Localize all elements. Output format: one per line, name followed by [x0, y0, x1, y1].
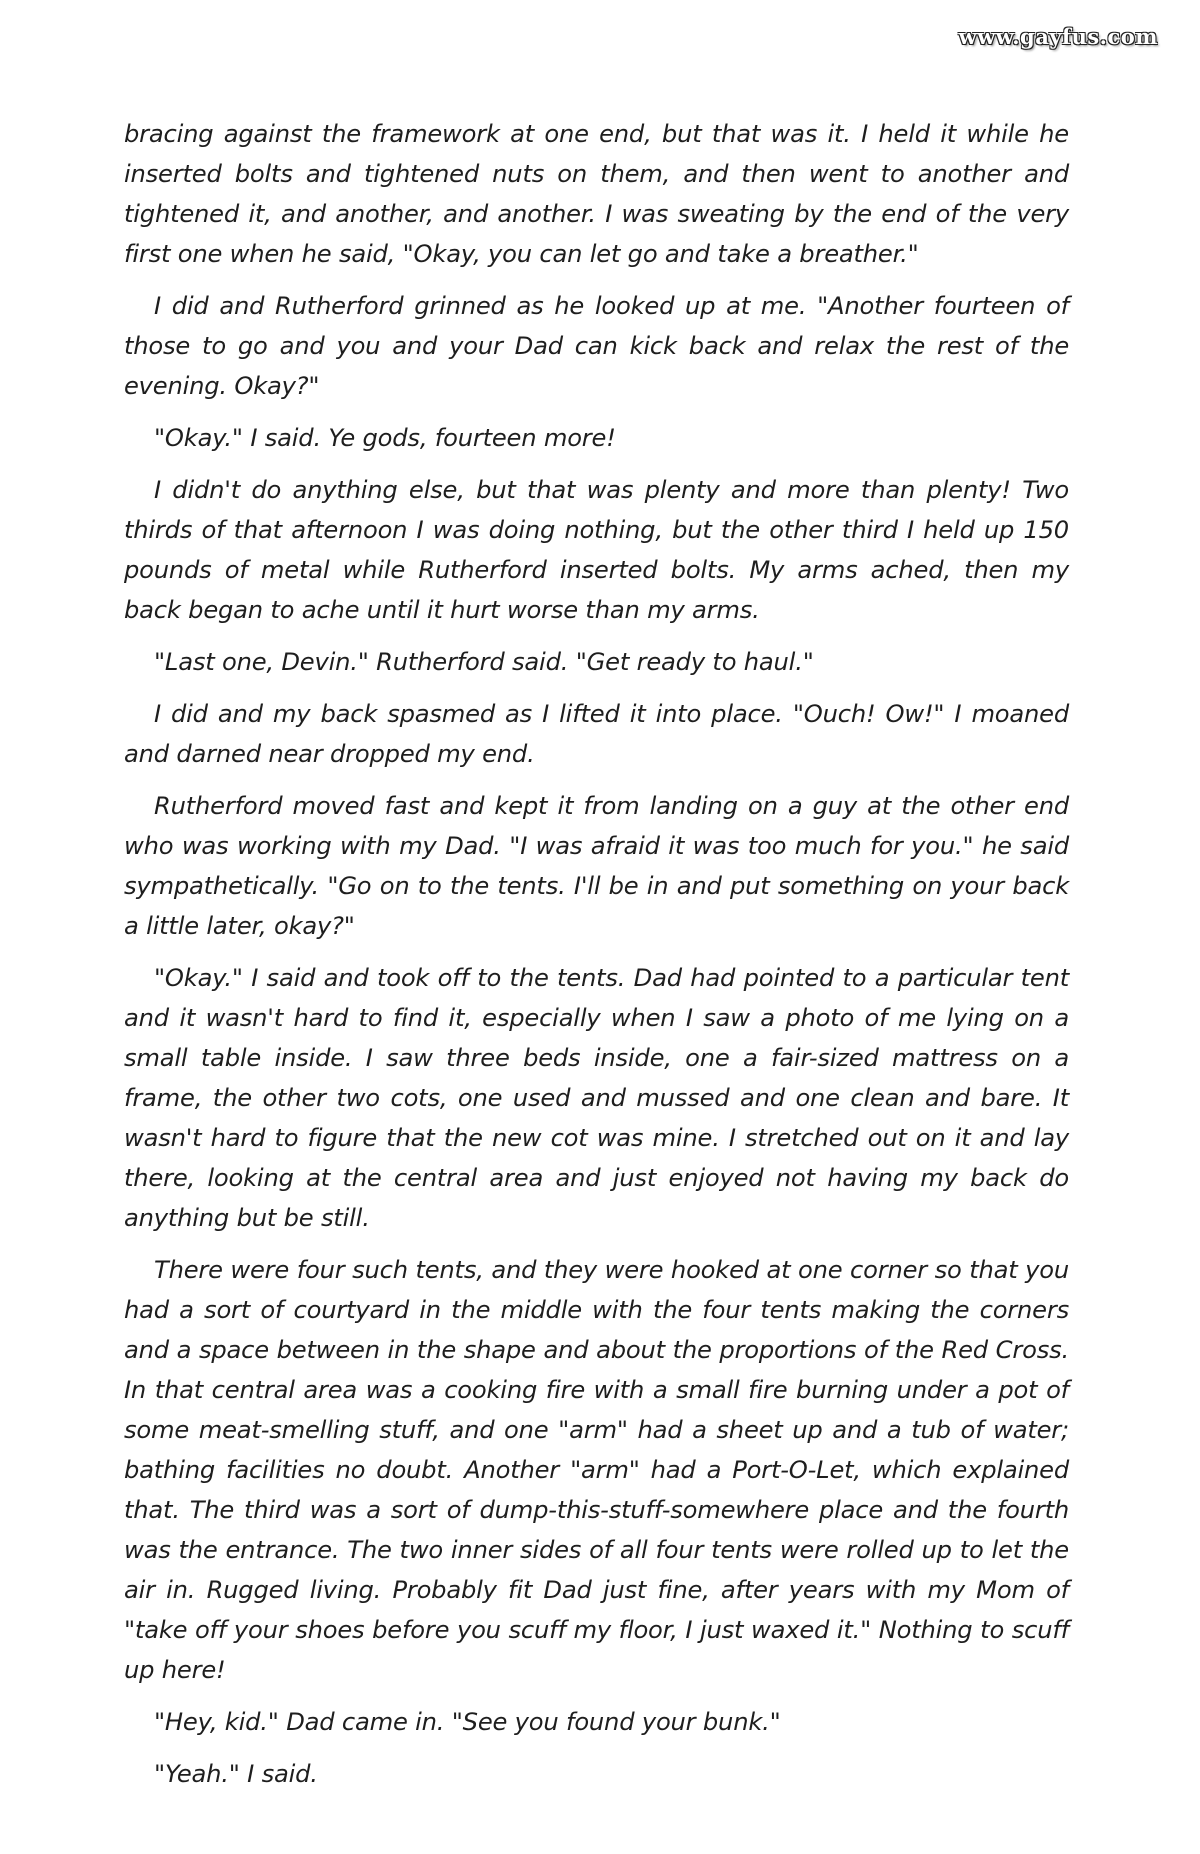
paragraph-10: "Hey, kid." Dad came in. "See you found your bunk." [154, 1708, 781, 1736]
paragraph-8: "Okay." I said and took off to the tents. Dad had pointed to a particular tent and it wasn't hard to find it, especially when I saw a photo of me lying on a small table inside. I saw three beds inside, one a fair-sized mattress on a frame, the other two cots, one used and mussed and one clean and bare. It wasn't hard to figure that the new cot was mine. I stretched out on it and lay there, looking at the central area and just enjoyed not having my back do anything but be still. [124, 964, 1069, 1232]
site-watermark: www.gayfus.com [958, 24, 1158, 49]
paragraph-11: "Yeah." I said. [154, 1760, 318, 1788]
paragraph-1: bracing against the framework at one end, but that was it. I held it while he inserted bolts and tightened nuts on them, and then went to another and tightened it, and another, and another. I was sweating by the end of the very first one when he said, "Okay, you can let go and take a breather." [124, 120, 1069, 268]
paragraph-2: I did and Rutherford grinned as he looked up at me. "Another fourteen of those to go and you and your Dad can kick back and relax the rest of the evening. Okay?" [124, 292, 1069, 400]
paragraph-4: I didn't do anything else, but that was plenty and more than plenty! Two thirds of that afternoon I was doing nothing, but the other third I held up 150 pounds of metal while Rutherford inserted bolts. My arms ached, then my back began to ache until it hurt worse than my arms. [124, 476, 1069, 624]
paragraph-9: There were four such tents, and they were hooked at one corner so that you had a sort of courtyard in the middle with the four tents making the corners and a space between in the shape and about the proportions of the Red Cross. In that central area was a cooking fire with a small fire burning under a pot of some meat-smelling stuff, and one "arm" had a sheet up and a tub of water; bathing facilities no doubt. Another "arm" had a Port-O-Let, which explained that. The third was a sort of dump-this-stuff-somewhere place and the fourth was the entrance. The two inner sides of all four tents were rolled up to let the air in. Rugged living. Probably fit Dad just fine, after years with my Mom of "take off your shoes before you scuff my floor, I just waxed it." Nothing to scuff up here! [124, 1256, 1069, 1684]
paragraph-3: "Okay." I said. Ye gods, fourteen more! [154, 424, 616, 452]
paragraph-7: Rutherford moved fast and kept it from landing on a guy at the other end who was working with my Dad. "I was afraid it was too much for you." he said sympathetically. "Go on to the tents. I'll be in and put something on your back a little later, okay?" [124, 792, 1069, 940]
paragraph-6: I did and my back spasmed as I lifted it into place. "Ouch! Ow!" I moaned and darned near dropped my end. [124, 700, 1069, 768]
paragraph-5: "Last one, Devin." Rutherford said. "Get ready to haul." [154, 648, 814, 676]
story-text [124, 114, 1069, 1806]
